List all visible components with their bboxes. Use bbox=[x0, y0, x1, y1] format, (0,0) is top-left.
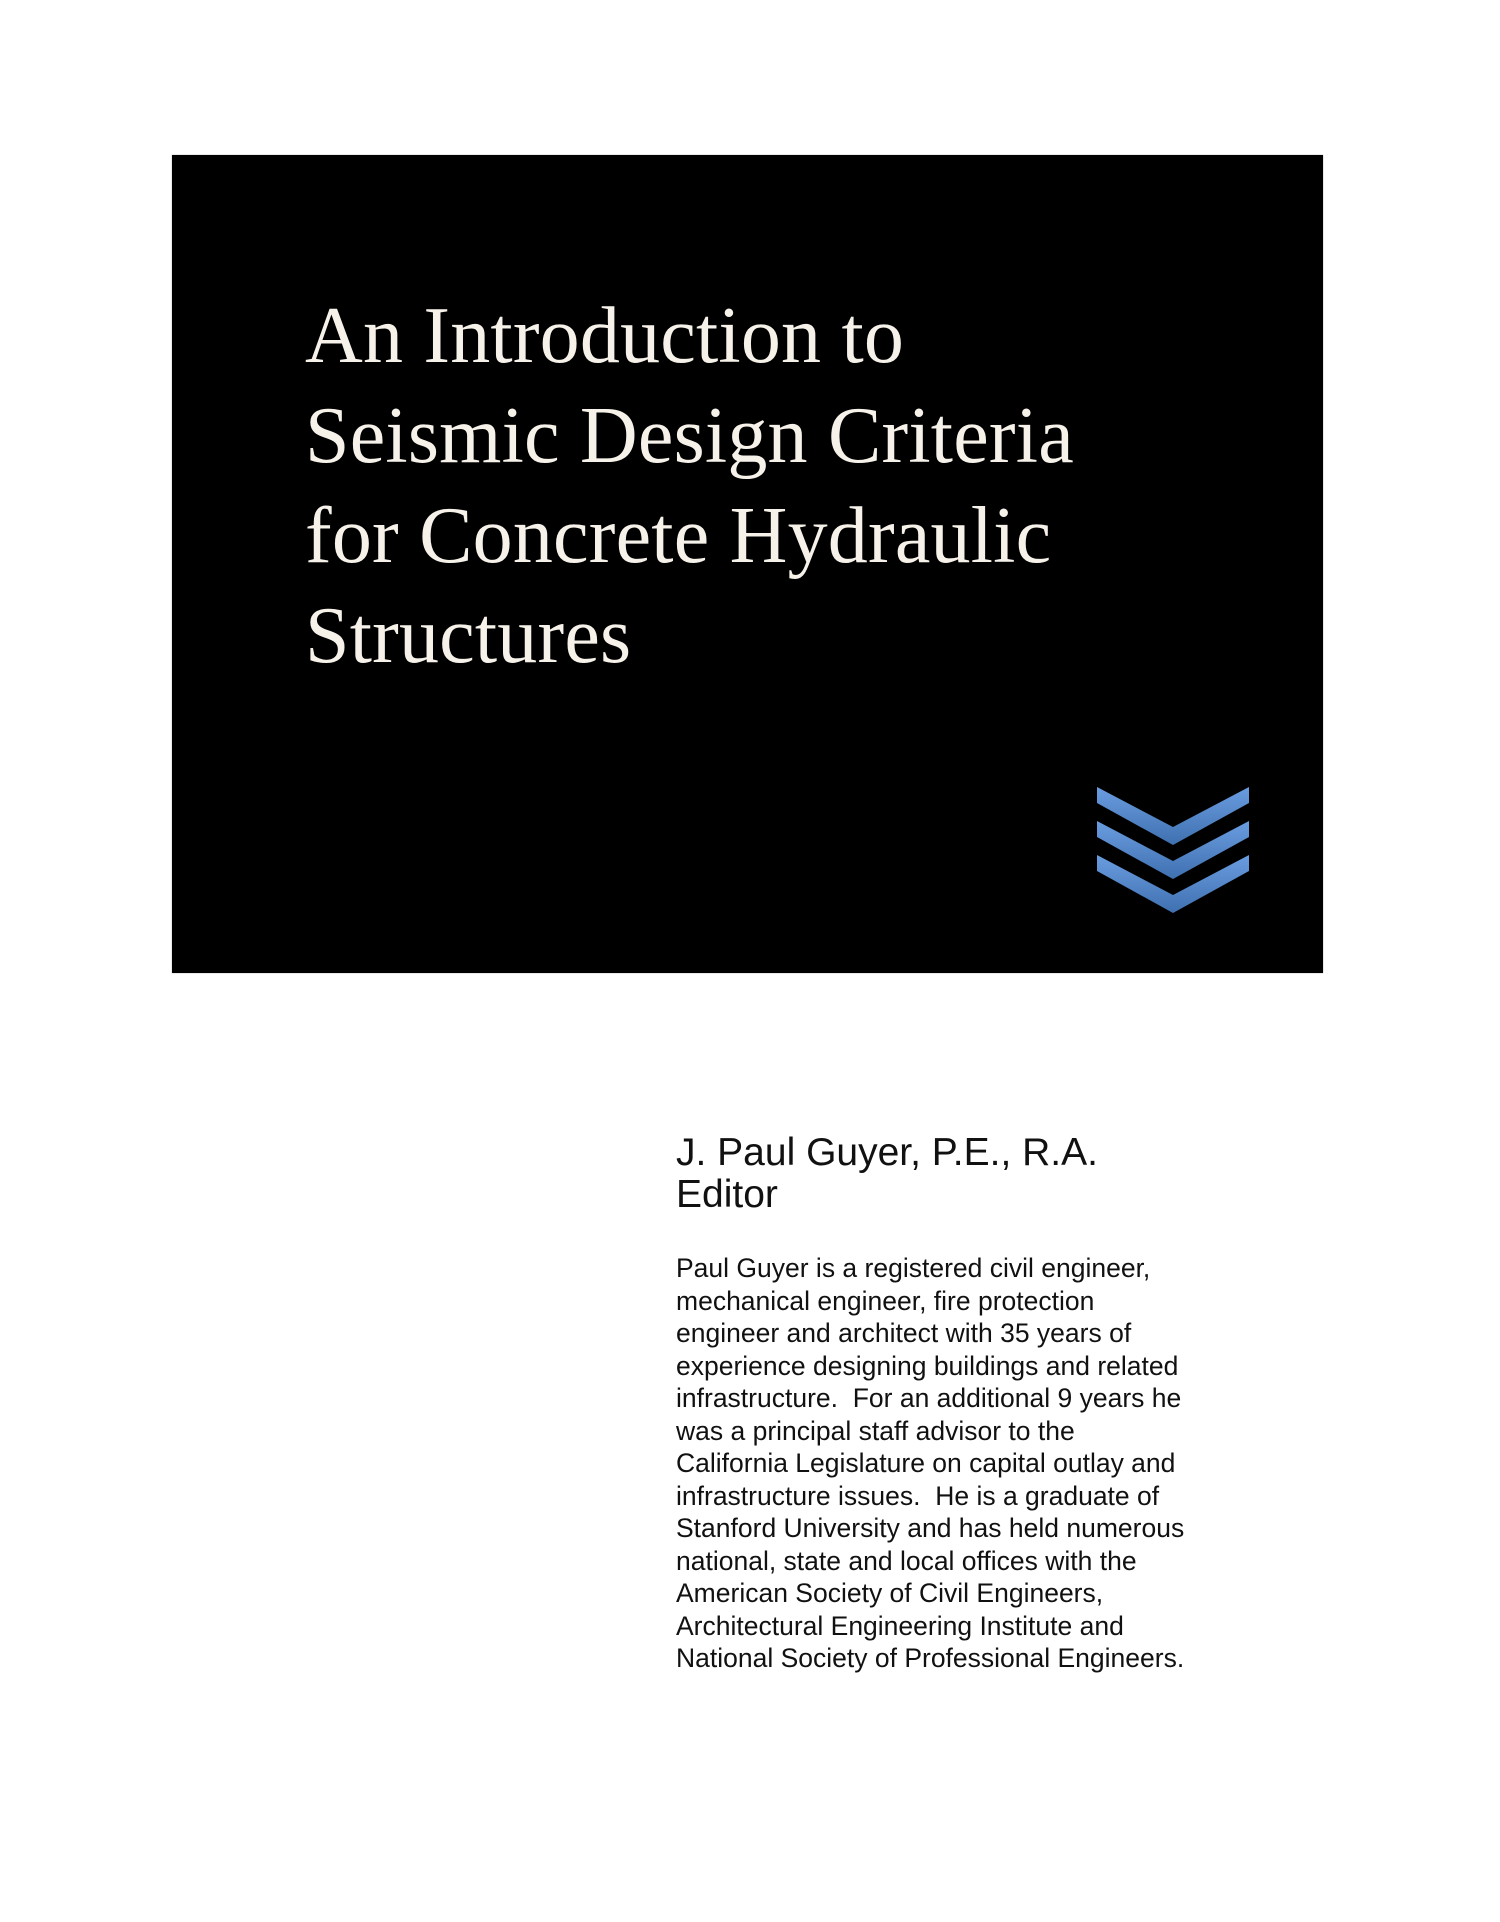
bio-line: infrastructure. For an additional 9 years he bbox=[676, 1383, 1182, 1413]
cover-panel bbox=[172, 155, 1323, 973]
author-bio bbox=[676, 1252, 1276, 1675]
bio-line: California Legislature on capital outlay and bbox=[676, 1448, 1176, 1478]
author-role: Editor bbox=[676, 1173, 778, 1216]
author-block bbox=[676, 1132, 1276, 1675]
bio-line: infrastructure issues. He is a graduate of bbox=[676, 1480, 1160, 1511]
bio-line: National Society of Professional Engineers. bbox=[676, 1643, 1185, 1673]
title-line-3: for Concrete Hydraulic bbox=[305, 492, 1052, 580]
triple-chevron-down-icon bbox=[1097, 787, 1249, 913]
title-line-2: Seismic Design Criteria bbox=[305, 392, 1074, 480]
bio-line: was a principal staff advisor to the bbox=[676, 1415, 1075, 1446]
title-line-1: An Introduction to bbox=[305, 292, 905, 380]
bio-line: Paul Guyer is a registered civil engineer, bbox=[676, 1253, 1151, 1283]
book-title bbox=[305, 286, 1074, 686]
bio-line: national, state and local offices with the bbox=[676, 1545, 1137, 1576]
bio-line: Architectural Engineering Institute and bbox=[676, 1610, 1124, 1641]
bio-line: American Society of Civil Engineers, bbox=[676, 1578, 1104, 1608]
title-line-4: Structures bbox=[305, 592, 632, 680]
bio-line: Stanford University and has held numerous bbox=[676, 1513, 1185, 1543]
author-name: J. Paul Guyer, P.E., R.A. bbox=[676, 1131, 1098, 1174]
bio-line: experience designing buildings and related bbox=[676, 1350, 1179, 1381]
bio-line: engineer and architect with 35 years of bbox=[676, 1318, 1132, 1348]
bio-line: mechanical engineer, fire protection bbox=[676, 1285, 1095, 1316]
